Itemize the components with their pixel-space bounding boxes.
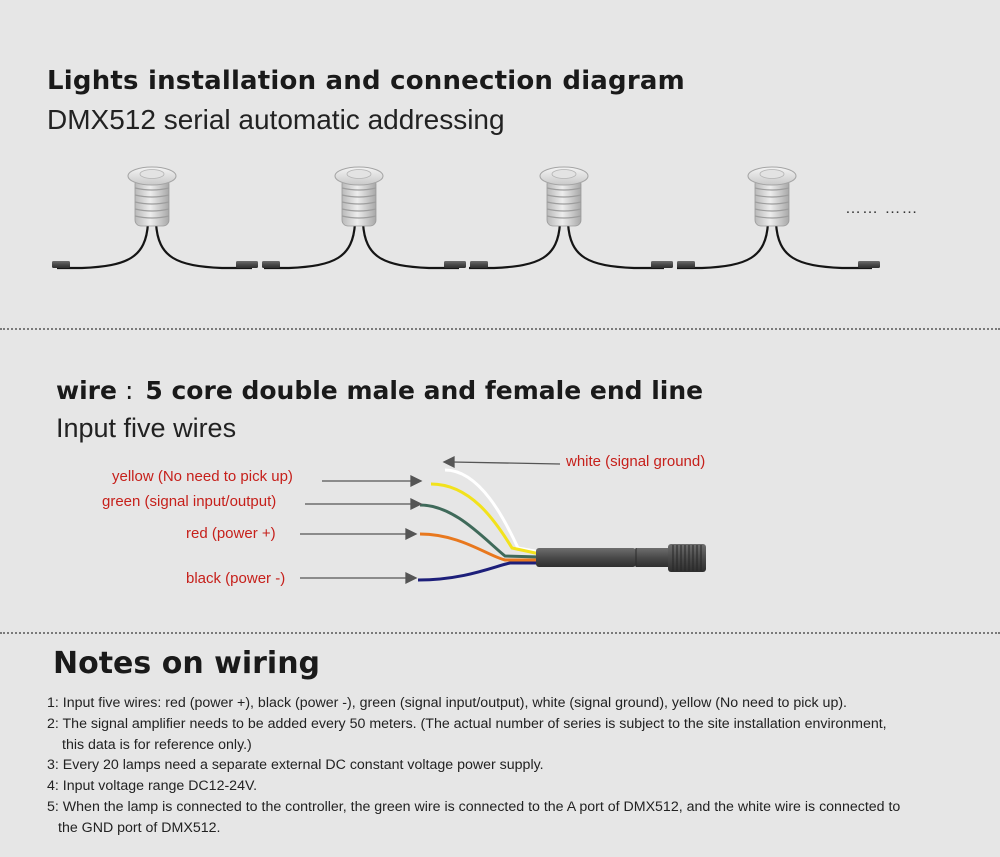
note-item-continuation: this data is for reference only.) [62, 736, 252, 753]
wire-title [56, 376, 703, 405]
wire-title-colon: : [124, 376, 134, 405]
wire-label-red: red (power +) [186, 525, 276, 542]
wire-title-main: 5 core double male and female end line [145, 376, 704, 405]
notes-title: Notes on wiring [53, 646, 321, 681]
section-divider [0, 632, 1000, 634]
wire-assembly [418, 470, 706, 580]
lamp-2 [264, 167, 459, 268]
notes-list [47, 693, 900, 839]
wire-label-yellow: yellow (No need to pick up) [112, 468, 293, 485]
connector-row [52, 261, 880, 268]
note-item: 4: Input voltage range DC12-24V. [47, 778, 258, 795]
lamp-4 [677, 167, 872, 268]
diagram-title: Lights installation and connection diagram [47, 66, 685, 96]
lamp-3 [469, 167, 664, 268]
wire-title-prefix: wire [56, 376, 117, 405]
wire-label-black: black (power -) [186, 570, 286, 587]
note-item: 1: Input five wires: red (power +), black (power -), green (signal input/output), white (signal ground), yellow (No need to pick up). [47, 695, 848, 711]
wire-label-white: white (signal ground) [566, 453, 706, 470]
note-item: 2: The signal amplifier needs to be added every 50 meters. (The actual number of series is subject to the site installation environment, [47, 715, 887, 732]
note-item-continuation: the GND port of DMX512. [58, 819, 221, 836]
lamp-1 [57, 167, 252, 268]
wire-subtitle: Input five wires [56, 413, 237, 443]
diagram-subtitle: DMX512 serial automatic addressing [47, 104, 505, 135]
note-item: 5: When the lamp is connected to the controller, the green wire is connected to the A port of DMX512, and the white wire is connected to [47, 798, 901, 815]
section-divider [0, 328, 1000, 330]
wire-label-green: green (signal input/output) [102, 493, 277, 510]
continuation-dots: …… …… [845, 200, 919, 217]
note-item: 3: Every 20 lamps need a separate external DC constant voltage power supply. [47, 757, 544, 774]
